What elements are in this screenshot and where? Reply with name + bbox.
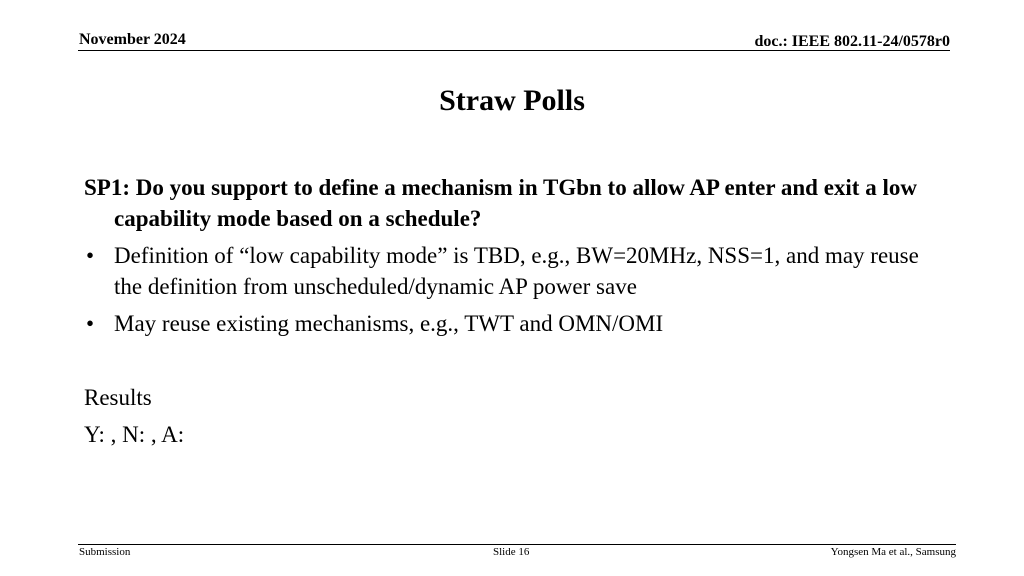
header-divider	[78, 50, 950, 51]
bullet-item	[84, 240, 944, 302]
footer-submission: Submission	[79, 546, 131, 558]
bullet-text: Definition of “low capability mode” is TBD, e.g., BW=20MHz, NSS=1, and may reuse the definition from unscheduled/dynamic AP power save	[114, 243, 919, 299]
header-doc-id: doc.: IEEE 802.11-24/0578r0	[754, 33, 950, 50]
vote-tally: Y: , N: , A:	[84, 422, 185, 447]
bullet-icon: •	[86, 311, 95, 336]
footer-authors: Yongsen Ma et al., Samsung	[830, 546, 956, 558]
straw-poll-question: SP1: Do you support to define a mechanism in TGbn to allow AP enter and exit a low capability mode based on a schedule?	[84, 175, 917, 231]
bullet-text: May reuse existing mechanisms, e.g., TWT and OMN/OMI	[114, 311, 664, 336]
slide-body	[84, 172, 944, 339]
slide-title: Straw Polls	[439, 84, 585, 117]
bullet-item	[84, 308, 944, 339]
footer-divider	[78, 544, 956, 545]
results-label: Results	[84, 385, 152, 410]
footer-slide-number: Slide 16	[493, 546, 530, 558]
header-date: November 2024	[79, 31, 186, 48]
bullet-icon: •	[86, 243, 95, 268]
